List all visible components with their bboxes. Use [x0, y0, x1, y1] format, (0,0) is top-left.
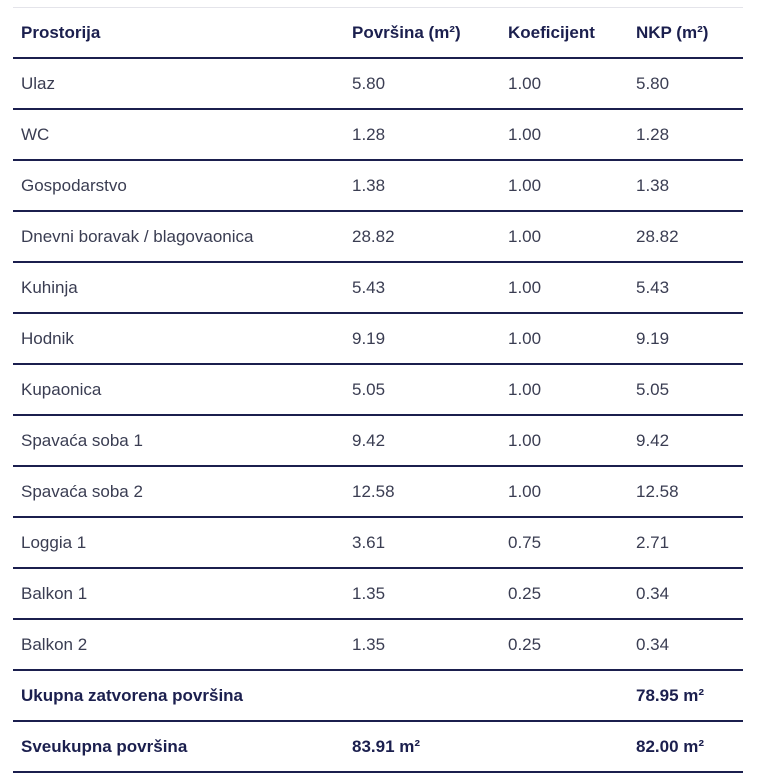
room-name: WC [13, 109, 344, 160]
room-nkp: 1.38 [628, 160, 743, 211]
room-area: 12.58 [344, 466, 500, 517]
room-area: 9.19 [344, 313, 500, 364]
summary-nkp: 82.00 m² [628, 721, 743, 772]
room-area: 1.35 [344, 619, 500, 670]
room-coefficient: 0.25 [500, 619, 628, 670]
summary-row-enclosed-area [13, 670, 743, 721]
table-row [13, 466, 743, 517]
room-area: 5.43 [344, 262, 500, 313]
room-name: Gospodarstvo [13, 160, 344, 211]
room-coefficient: 1.00 [500, 211, 628, 262]
room-name: Kupaonica [13, 364, 344, 415]
table-row [13, 211, 743, 262]
room-coefficient: 1.00 [500, 364, 628, 415]
room-name: Ulaz [13, 58, 344, 109]
summary-label: Ukupna zatvorena površina [13, 670, 344, 721]
header-room: Prostorija [13, 8, 344, 58]
table-header-row [13, 8, 743, 58]
header-area: Površina (m²) [344, 8, 500, 58]
room-coefficient: 1.00 [500, 415, 628, 466]
table-row [13, 313, 743, 364]
summary-nkp: 78.95 m² [628, 670, 743, 721]
room-coefficient: 1.00 [500, 262, 628, 313]
room-name: Loggia 1 [13, 517, 344, 568]
room-area-table [13, 8, 743, 773]
room-name: Hodnik [13, 313, 344, 364]
room-coefficient: 0.75 [500, 517, 628, 568]
room-name: Kuhinja [13, 262, 344, 313]
table-row [13, 160, 743, 211]
room-name: Spavaća soba 1 [13, 415, 344, 466]
room-coefficient: 1.00 [500, 160, 628, 211]
room-area: 5.80 [344, 58, 500, 109]
summary-area [344, 670, 500, 721]
table-row [13, 364, 743, 415]
room-nkp: 0.34 [628, 568, 743, 619]
table-row [13, 415, 743, 466]
summary-coefficient [500, 670, 628, 721]
room-area: 9.42 [344, 415, 500, 466]
room-area: 28.82 [344, 211, 500, 262]
header-coefficient: Koeficijent [500, 8, 628, 58]
table-row [13, 619, 743, 670]
room-nkp: 5.80 [628, 58, 743, 109]
summary-area: 83.91 m² [344, 721, 500, 772]
room-nkp: 1.28 [628, 109, 743, 160]
summary-row-total-area [13, 721, 743, 772]
room-area: 1.38 [344, 160, 500, 211]
room-nkp: 28.82 [628, 211, 743, 262]
room-nkp: 9.42 [628, 415, 743, 466]
room-nkp: 12.58 [628, 466, 743, 517]
summary-coefficient [500, 721, 628, 772]
room-nkp: 0.34 [628, 619, 743, 670]
room-name: Spavaća soba 2 [13, 466, 344, 517]
room-nkp: 2.71 [628, 517, 743, 568]
summary-label: Sveukupna površina [13, 721, 344, 772]
room-area: 3.61 [344, 517, 500, 568]
room-coefficient: 1.00 [500, 109, 628, 160]
room-area: 5.05 [344, 364, 500, 415]
room-coefficient: 1.00 [500, 58, 628, 109]
table-row [13, 262, 743, 313]
table-row [13, 517, 743, 568]
room-area: 1.35 [344, 568, 500, 619]
table-row [13, 58, 743, 109]
room-coefficient: 1.00 [500, 313, 628, 364]
table-row [13, 109, 743, 160]
room-nkp: 9.19 [628, 313, 743, 364]
room-nkp: 5.05 [628, 364, 743, 415]
room-name: Balkon 2 [13, 619, 344, 670]
header-nkp: NKP (m²) [628, 8, 743, 58]
room-area: 1.28 [344, 109, 500, 160]
room-coefficient: 1.00 [500, 466, 628, 517]
room-name: Balkon 1 [13, 568, 344, 619]
table-row [13, 568, 743, 619]
room-name: Dnevni boravak / blagovaonica [13, 211, 344, 262]
room-coefficient: 0.25 [500, 568, 628, 619]
room-nkp: 5.43 [628, 262, 743, 313]
